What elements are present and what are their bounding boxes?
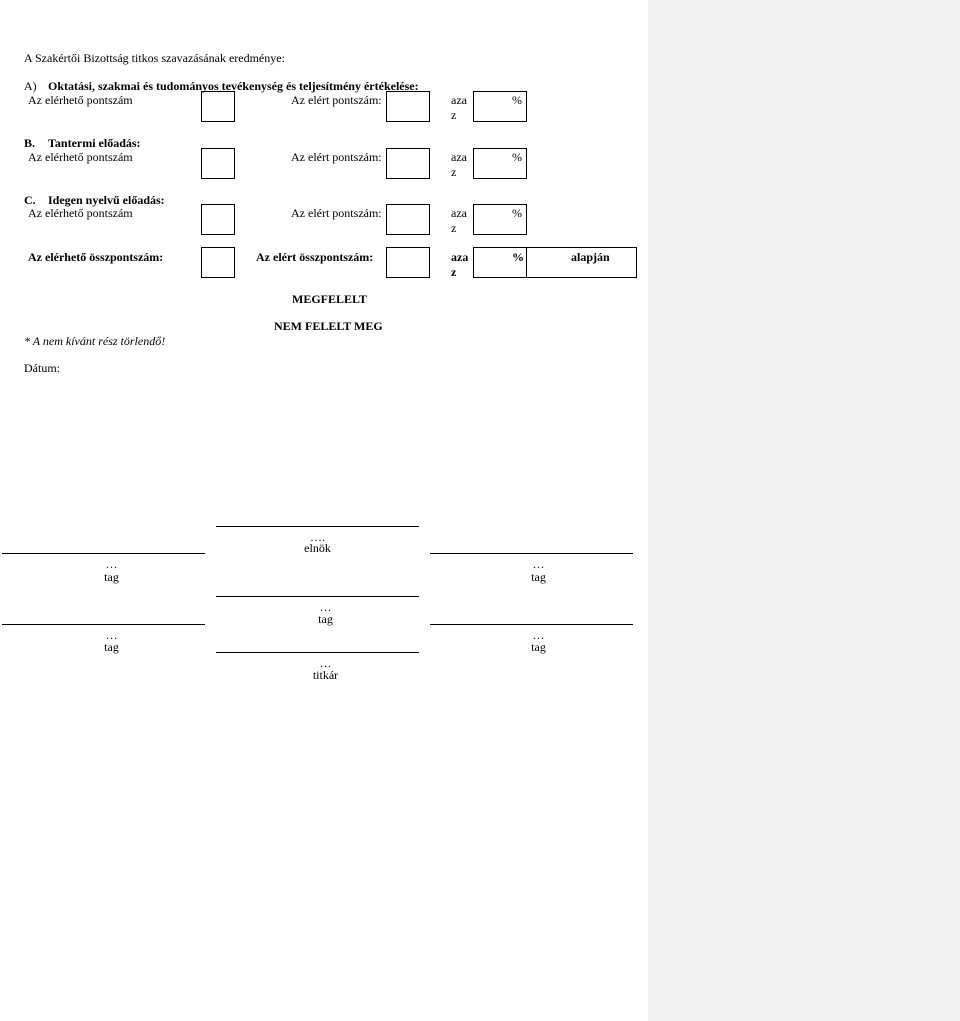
totals-percent: %: [512, 250, 524, 264]
chair-dots: ….: [310, 530, 325, 544]
chair-signature-line: [216, 526, 419, 527]
member-left-1-signature-line: [2, 553, 205, 554]
section-c-available-label: Az elérhető pontszám: [28, 206, 133, 220]
member-right-2-signature-line: [430, 624, 633, 625]
member-left-2-role: tag: [104, 640, 119, 654]
section-a-available-label: Az elérhető pontszám: [28, 93, 133, 107]
section-a-marker: A): [24, 79, 37, 93]
section-c-achieved-label: Az elért pontszám:: [291, 206, 382, 220]
date-label: Dátum:: [24, 361, 60, 375]
section-c-percent: %: [512, 206, 522, 220]
document-title: A Szakértői Bizottság titkos szavazásának eredménye:: [24, 51, 285, 65]
member-right-1-signature-line: [430, 553, 633, 554]
section-b-title: Tantermi előadás:: [48, 136, 141, 150]
member-center-role: tag: [318, 612, 333, 626]
member-center-signature-line: [216, 596, 419, 597]
side-panel: [648, 0, 960, 1021]
secretary-dots: …: [319, 656, 332, 670]
member-left-1-dots: …: [105, 557, 118, 571]
member-right-2-role: tag: [531, 640, 546, 654]
section-a-achieved-field[interactable]: [386, 91, 430, 122]
verdict-fail: NEM FELELT MEG: [274, 319, 383, 333]
secretary-signature-line: [216, 652, 419, 653]
section-a-percent: %: [512, 93, 522, 107]
section-c-title: Idegen nyelvű előadás:: [48, 193, 165, 207]
section-a-achieved-label: Az elért pontszám:: [291, 93, 382, 107]
section-b-achieved-label: Az elért pontszám:: [291, 150, 382, 164]
section-b-z: z: [451, 165, 457, 179]
member-left-2-signature-line: [2, 624, 205, 625]
totals-basis: alapján: [571, 250, 610, 264]
section-c-achieved-field[interactable]: [386, 204, 430, 235]
section-c-available-field[interactable]: [201, 204, 235, 235]
section-a-title: Oktatási, szakmai és tudományos tevékenység és teljesítmény értékelése:: [48, 79, 419, 93]
totals-percent-field[interactable]: [473, 247, 637, 278]
verdict-footnote: * A nem kívánt rész törlendő!: [24, 334, 166, 348]
section-a-available-field[interactable]: [201, 91, 235, 122]
totals-available-label: Az elérhető összpontszám:: [28, 250, 164, 264]
member-right-2-dots: …: [532, 628, 545, 642]
totals-z: z: [451, 265, 457, 279]
section-b-achieved-field[interactable]: [386, 148, 430, 179]
totals-achieved-field[interactable]: [386, 247, 430, 278]
section-c-marker: C.: [24, 193, 36, 207]
totals-divider: [526, 247, 527, 277]
totals-aza: aza: [451, 250, 469, 264]
chair-role: elnök: [304, 541, 331, 555]
totals-achieved-label: Az elért összpontszám:: [256, 250, 374, 264]
member-right-1-dots: …: [532, 557, 545, 571]
section-b-percent: %: [512, 150, 522, 164]
member-right-1-role: tag: [531, 570, 546, 584]
secretary-role: titkár: [312, 668, 339, 682]
section-a-aza: aza: [451, 93, 467, 107]
section-b-aza: aza: [451, 150, 467, 164]
member-left-1-role: tag: [104, 570, 119, 584]
verdict-pass: MEGFELELT: [292, 292, 367, 306]
section-c-aza: aza: [451, 206, 467, 220]
section-b-available-label: Az elérhető pontszám: [28, 150, 133, 164]
section-a-z: z: [451, 108, 457, 122]
totals-available-field[interactable]: [201, 247, 235, 278]
section-b-marker: B.: [24, 136, 36, 150]
member-center-dots: …: [319, 600, 332, 614]
section-b-available-field[interactable]: [201, 148, 235, 179]
section-c-z: z: [451, 221, 457, 235]
member-left-2-dots: …: [105, 628, 118, 642]
